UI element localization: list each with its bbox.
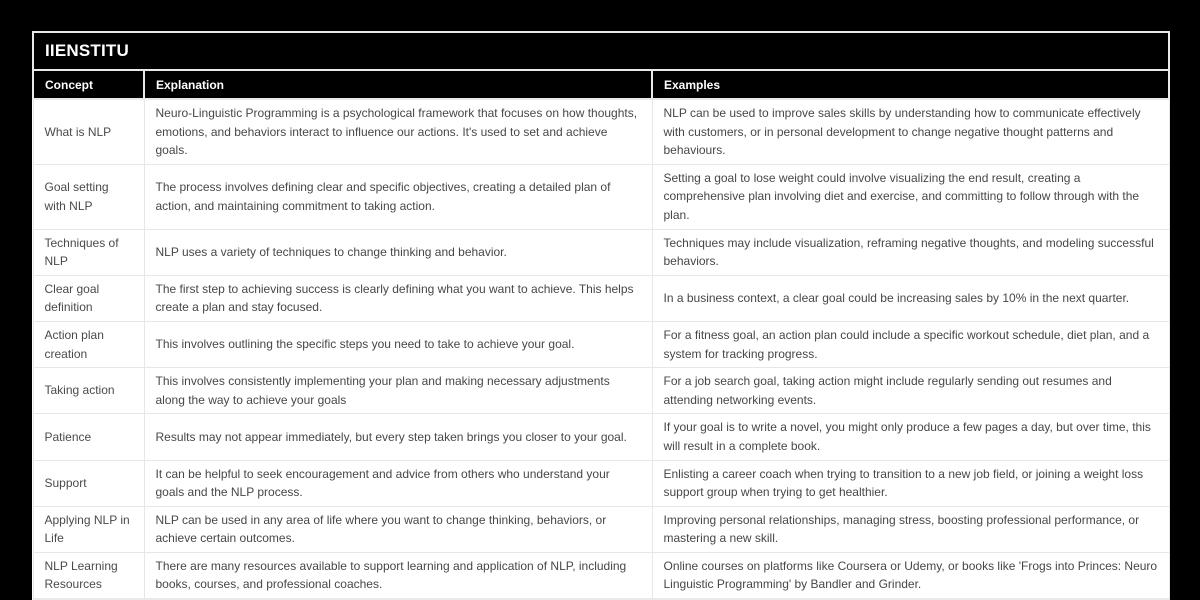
- table-row: [33, 229, 1169, 275]
- concept-cell: What is NLP: [33, 99, 144, 164]
- nlp-concepts-table-container: [32, 31, 1168, 600]
- explanation-cell: This involves consistently implementing your plan and making necessary adjustments along the way to achieve your goals: [144, 368, 652, 414]
- nlp-concepts-table: [32, 31, 1170, 600]
- table-row: [33, 552, 1169, 599]
- concept-cell: Clear goal definition: [33, 275, 144, 321]
- table-row: [33, 460, 1169, 506]
- explanation-cell: This involves outlining the specific steps you need to take to achieve your goal.: [144, 321, 652, 367]
- table-row: [33, 368, 1169, 414]
- concept-cell: Action plan creation: [33, 321, 144, 367]
- column-header-examples: Examples: [652, 70, 1169, 99]
- table-row: [33, 99, 1169, 164]
- examples-cell: For a job search goal, taking action might include regularly sending out resumes and attending networking events.: [652, 368, 1169, 414]
- explanation-cell: NLP can be used in any area of life where you want to change thinking, behaviors, or achieve certain outcomes.: [144, 506, 652, 552]
- explanation-cell: It can be helpful to seek encouragement and advice from others who understand your goals and the NLP process.: [144, 460, 652, 506]
- examples-cell: NLP can be used to improve sales skills by understanding how to communicate effectively with customers, or in personal development to change negative thought patterns and behaviours.: [652, 99, 1169, 164]
- concept-cell: Techniques of NLP: [33, 229, 144, 275]
- concept-cell: NLP Learning Resources: [33, 552, 144, 599]
- concept-cell: Applying NLP in Life: [33, 506, 144, 552]
- column-header-row: [33, 70, 1169, 99]
- examples-cell: If your goal is to write a novel, you might only produce a few pages a day, but over time, this will result in a complete book.: [652, 414, 1169, 460]
- examples-cell: Online courses on platforms like Coursera or Udemy, or books like 'Frogs into Princes: Neuro Linguistic Programming' by Bandler and Grinder.: [652, 552, 1169, 599]
- table-row: [33, 506, 1169, 552]
- concept-cell: Taking action: [33, 368, 144, 414]
- explanation-cell: Neuro-Linguistic Programming is a psychological framework that focuses on how thoughts, emotions, and behaviors interact to influence our actions. It's used to set and achieve goals.: [144, 99, 652, 164]
- column-header-concept: Concept: [33, 70, 144, 99]
- title-row: [33, 32, 1169, 70]
- examples-cell: Setting a goal to lose weight could involve visualizing the end result, creating a comprehensive plan involving diet and exercise, and committing to follow through with the plan.: [652, 164, 1169, 229]
- explanation-cell: Results may not appear immediately, but every step taken brings you closer to your goal.: [144, 414, 652, 460]
- table-title: IIENSTITU: [33, 32, 1169, 70]
- explanation-cell: The process involves defining clear and specific objectives, creating a detailed plan of action, and maintaining commitment to taking action.: [144, 164, 652, 229]
- explanation-cell: There are many resources available to support learning and application of NLP, including books, courses, and professional coaches.: [144, 552, 652, 599]
- table-row: [33, 414, 1169, 460]
- concept-cell: Goal setting with NLP: [33, 164, 144, 229]
- table-body: [33, 99, 1169, 599]
- examples-cell: In a business context, a clear goal could be increasing sales by 10% in the next quarter.: [652, 275, 1169, 321]
- examples-cell: Enlisting a career coach when trying to transition to a new job field, or joining a weight loss support group when trying to get healthier.: [652, 460, 1169, 506]
- examples-cell: For a fitness goal, an action plan could include a specific workout schedule, diet plan, and a system for tracking progress.: [652, 321, 1169, 367]
- examples-cell: Improving personal relationships, managing stress, boosting professional performance, or mastering a new skill.: [652, 506, 1169, 552]
- column-header-explanation: Explanation: [144, 70, 652, 99]
- examples-cell: Techniques may include visualization, reframing negative thoughts, and modeling successful behaviors.: [652, 229, 1169, 275]
- explanation-cell: NLP uses a variety of techniques to change thinking and behavior.: [144, 229, 652, 275]
- table-row: [33, 275, 1169, 321]
- explanation-cell: The first step to achieving success is clearly defining what you want to achieve. This helps create a plan and stay focused.: [144, 275, 652, 321]
- table-row: [33, 321, 1169, 367]
- concept-cell: Patience: [33, 414, 144, 460]
- table-row: [33, 164, 1169, 229]
- concept-cell: Support: [33, 460, 144, 506]
